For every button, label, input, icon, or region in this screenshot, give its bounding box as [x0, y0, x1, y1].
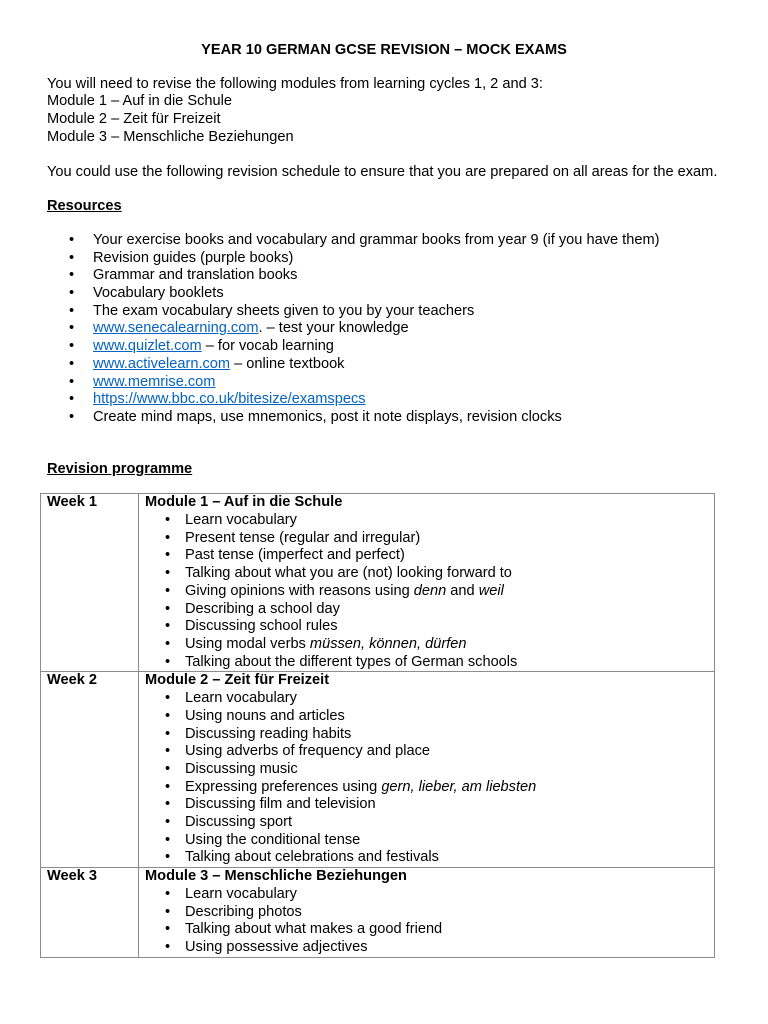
- resource-link[interactable]: https://www.bbc.co.uk/bitesize/examspecs: [93, 391, 366, 408]
- bullet-icon: •: [165, 903, 171, 920]
- bullet-icon: •: [165, 512, 171, 529]
- topic-text: Present tense (regular and irregular): [185, 529, 421, 546]
- bullet-icon: •: [165, 529, 171, 546]
- topic-item: [145, 904, 708, 922]
- resource-item: [47, 267, 768, 285]
- topic-text: Discussing school rules: [185, 618, 338, 635]
- resource-link[interactable]: www.quizlet.com: [93, 338, 202, 355]
- topic-italic-term: gern, lieber, am liebsten: [381, 778, 537, 795]
- topic-text: Talking about celebrations and festivals: [185, 849, 439, 866]
- bullet-icon: •: [165, 743, 171, 760]
- bullet-icon: •: [165, 707, 171, 724]
- week-label: Week 1: [41, 494, 139, 672]
- module-title: Module 3 – Menschliche Beziehungen: [145, 868, 407, 885]
- resource-link-description: – for vocab learning: [201, 338, 334, 355]
- topic-text: Learn vocabulary: [185, 512, 297, 529]
- module-title: Module 1 – Auf in die Schule: [145, 494, 343, 511]
- bullet-icon: •: [165, 885, 171, 902]
- bullet-icon: •: [69, 338, 75, 355]
- topic-text: Discussing film and television: [185, 796, 376, 813]
- bullet-icon: •: [165, 547, 171, 564]
- bullet-icon: •: [165, 760, 171, 777]
- topic-list: [145, 886, 708, 957]
- topic-text: Describing a school day: [185, 600, 340, 617]
- bullet-icon: •: [165, 582, 171, 599]
- topic-item: [145, 779, 708, 797]
- resource-link-description: . – test your knowledge: [258, 320, 409, 337]
- bullet-icon: •: [69, 231, 75, 248]
- topic-list: [145, 512, 708, 671]
- schedule-row: [41, 672, 715, 868]
- intro-module-1: Module 1 – Auf in die Schule: [47, 93, 232, 110]
- resource-text: The exam vocabulary sheets given to you by your teachers: [93, 302, 475, 319]
- topic-text: Using adverbs of frequency and place: [185, 743, 431, 760]
- topic-item: [145, 832, 708, 850]
- topic-item: [145, 761, 708, 779]
- bullet-icon: •: [165, 778, 171, 795]
- bullet-icon: •: [165, 653, 171, 670]
- bullet-icon: •: [165, 831, 171, 848]
- topic-item: [145, 565, 708, 583]
- bullet-icon: •: [69, 249, 75, 266]
- resource-item: [47, 409, 768, 427]
- bullet-icon: •: [69, 355, 75, 372]
- topic-text: Giving opinions with reasons using: [185, 582, 414, 599]
- topic-text: Discussing music: [185, 760, 298, 777]
- topic-item: [145, 796, 708, 814]
- resource-link[interactable]: www.senecalearning.com: [93, 320, 259, 337]
- topic-italic-term: weil: [478, 582, 504, 599]
- topic-item: [145, 530, 708, 548]
- resources-heading: Resources: [47, 198, 122, 215]
- topic-item: [145, 690, 708, 708]
- topic-item: [145, 886, 708, 904]
- spacer: [47, 181, 768, 198]
- topic-text: Discussing sport: [185, 814, 293, 831]
- page-title: YEAR 10 GERMAN GCSE REVISION – MOCK EXAMS: [201, 42, 567, 58]
- bullet-icon: •: [69, 408, 75, 425]
- bullet-icon: •: [165, 690, 171, 707]
- bullet-icon: •: [69, 391, 75, 408]
- bullet-icon: •: [165, 921, 171, 938]
- spacer: [47, 427, 768, 461]
- topic-text: Discussing reading habits: [185, 725, 352, 742]
- topic-item: [145, 601, 708, 619]
- revision-programme-heading: Revision programme: [47, 460, 193, 477]
- resource-text: Vocabulary booklets: [93, 285, 224, 302]
- resource-item: [47, 250, 768, 268]
- topic-item: [145, 654, 708, 672]
- topic-item: [145, 921, 708, 939]
- bullet-icon: •: [165, 565, 171, 582]
- spacer: [47, 147, 768, 164]
- resource-text: Grammar and translation books: [93, 267, 298, 284]
- resource-link-description: – online textbook: [230, 355, 345, 372]
- resource-text: Create mind maps, use mnemonics, post it note displays, revision clocks: [93, 408, 562, 425]
- bullet-icon: •: [165, 814, 171, 831]
- resource-item[interactable]: [47, 374, 768, 392]
- topic-text: Learn vocabulary: [185, 885, 297, 902]
- topic-text: Learn vocabulary: [185, 690, 297, 707]
- topic-item: [145, 849, 708, 867]
- topic-list: [145, 690, 708, 867]
- resources-list: [47, 232, 768, 427]
- bullet-icon: •: [69, 320, 75, 337]
- bullet-icon: •: [165, 849, 171, 866]
- topic-text: Talking about what makes a good friend: [185, 921, 443, 938]
- topic-text: Describing photos: [185, 903, 302, 920]
- topic-item: [145, 726, 708, 744]
- topic-item: [145, 512, 708, 530]
- topic-italic-term: müssen, können, dürfen: [309, 635, 467, 652]
- module-title: Module 2 – Zeit für Freizeit: [145, 672, 330, 689]
- revision-schedule-table: [40, 493, 715, 957]
- resource-text: Your exercise books and vocabulary and grammar books from year 9 (if you have them): [93, 231, 660, 248]
- bullet-icon: •: [69, 373, 75, 390]
- bullet-icon: •: [69, 285, 75, 302]
- topic-text-connector: and: [446, 582, 479, 599]
- topic-text: Using possessive adjectives: [185, 938, 368, 955]
- week-label: Week 2: [41, 672, 139, 868]
- resource-text: Revision guides (purple books): [93, 249, 294, 266]
- resource-item[interactable]: [47, 320, 768, 338]
- topic-text: Talking about the different types of German schools: [185, 653, 518, 670]
- topic-text: Using nouns and articles: [185, 707, 345, 724]
- week-content: [139, 868, 715, 958]
- bullet-icon: •: [165, 618, 171, 635]
- resource-item[interactable]: [47, 391, 768, 409]
- resource-link[interactable]: www.memrise.com: [93, 373, 216, 390]
- schedule-row: [41, 868, 715, 958]
- bullet-icon: •: [165, 635, 171, 652]
- topic-item: [145, 939, 708, 957]
- topic-italic-term: denn: [413, 582, 447, 599]
- topic-item: [145, 618, 708, 636]
- topic-item: [145, 708, 708, 726]
- topic-item: [145, 547, 708, 565]
- topic-item: [145, 814, 708, 832]
- topic-item: [145, 583, 708, 601]
- resource-item: [47, 285, 768, 303]
- schedule-note: You could use the following revision schedule to ensure that you are prepared on all areas for the exam.: [47, 163, 718, 180]
- topic-text: Expressing preferences using: [185, 778, 382, 795]
- topic-item: [145, 636, 708, 654]
- week-label: Week 3: [41, 868, 139, 958]
- topic-text: Using modal verbs: [185, 635, 310, 652]
- intro-lead: You will need to revise the following modules from learning cycles 1, 2 and 3:: [47, 75, 543, 92]
- bullet-icon: •: [69, 267, 75, 284]
- week-content: [139, 672, 715, 868]
- resource-item: [47, 232, 768, 250]
- week-content: [139, 494, 715, 672]
- bullet-icon: •: [165, 600, 171, 617]
- topic-text: Talking about what you are (not) looking forward to: [185, 565, 512, 582]
- bullet-icon: •: [165, 938, 171, 955]
- bullet-icon: •: [165, 725, 171, 742]
- resource-item[interactable]: [47, 356, 768, 374]
- resource-item: [47, 303, 768, 321]
- schedule-row: [41, 494, 715, 672]
- resource-link[interactable]: www.activelearn.com: [93, 355, 231, 372]
- bullet-icon: •: [165, 796, 171, 813]
- bullet-icon: •: [69, 302, 75, 319]
- topic-item: [145, 743, 708, 761]
- resource-item[interactable]: [47, 338, 768, 356]
- topic-text: Past tense (imperfect and perfect): [185, 547, 405, 564]
- intro-module-3: Module 3 – Menschliche Beziehungen: [47, 128, 294, 145]
- topic-text: Using the conditional tense: [185, 831, 361, 848]
- intro-module-2: Module 2 – Zeit für Freizeit: [47, 111, 221, 128]
